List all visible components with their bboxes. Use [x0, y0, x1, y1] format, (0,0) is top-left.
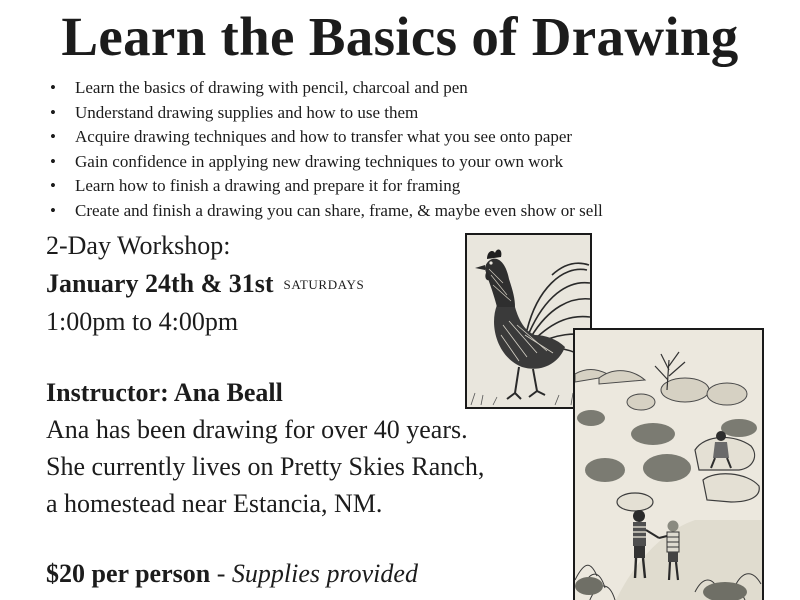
bullet-icon: •	[50, 127, 56, 146]
price-line	[46, 557, 418, 591]
list-item	[48, 76, 603, 101]
instructor-bio-line: Ana has been drawing for over 40 years.	[46, 415, 468, 444]
price-note: Supplies provided	[231, 559, 418, 588]
bullet-icon: •	[50, 176, 56, 195]
list-item-text: Understand drawing supplies and how to use them	[75, 102, 419, 122]
bullet-icon: •	[50, 200, 56, 220]
list-item-text: Learn the basics of drawing with pencil, charcoal and pen	[75, 78, 468, 97]
bullet-icon: •	[50, 78, 56, 97]
workshop-label: 2-Day Workshop:	[46, 231, 231, 260]
list-item-text: Learn how to finish a drawing and prepare it for framing	[75, 176, 461, 195]
price-amount: $20 per person	[46, 559, 211, 588]
workshop-time: 1:00pm to 4:00pm	[46, 307, 239, 336]
workshop-days-note: SATURDAYS	[283, 277, 365, 292]
price-separator: -	[210, 559, 232, 588]
instructor-heading: Instructor: Ana Beall	[46, 378, 283, 407]
list-item	[48, 150, 603, 175]
rooster-illustration	[467, 235, 590, 407]
landscape-illustration	[575, 330, 762, 600]
workshop-dates: January 24th & 31st	[46, 269, 274, 298]
landscape-drawing	[573, 328, 764, 600]
list-item	[48, 101, 603, 126]
list-item-text: Create and finish a drawing you can share, frame, & maybe even show or sell	[75, 200, 603, 220]
page-title: Learn the Basics of Drawing	[61, 6, 739, 67]
list-item	[48, 174, 603, 199]
list-item-text: Acquire drawing techniques and how to transfer what you see onto paper	[75, 127, 573, 146]
bullet-icon: •	[50, 151, 56, 171]
list-item	[48, 125, 603, 150]
list-item	[48, 199, 603, 224]
bullet-icon: •	[50, 102, 56, 122]
instructor-bio-line: a homestead near Estancia, NM.	[46, 489, 383, 518]
instructor-bio-line: She currently lives on Pretty Skies Ranch,	[46, 452, 485, 481]
list-item-text: Gain confidence in applying new drawing techniques to your own work	[75, 151, 564, 171]
workshop-dates-line	[46, 267, 364, 302]
learning-goals-list	[48, 76, 603, 223]
